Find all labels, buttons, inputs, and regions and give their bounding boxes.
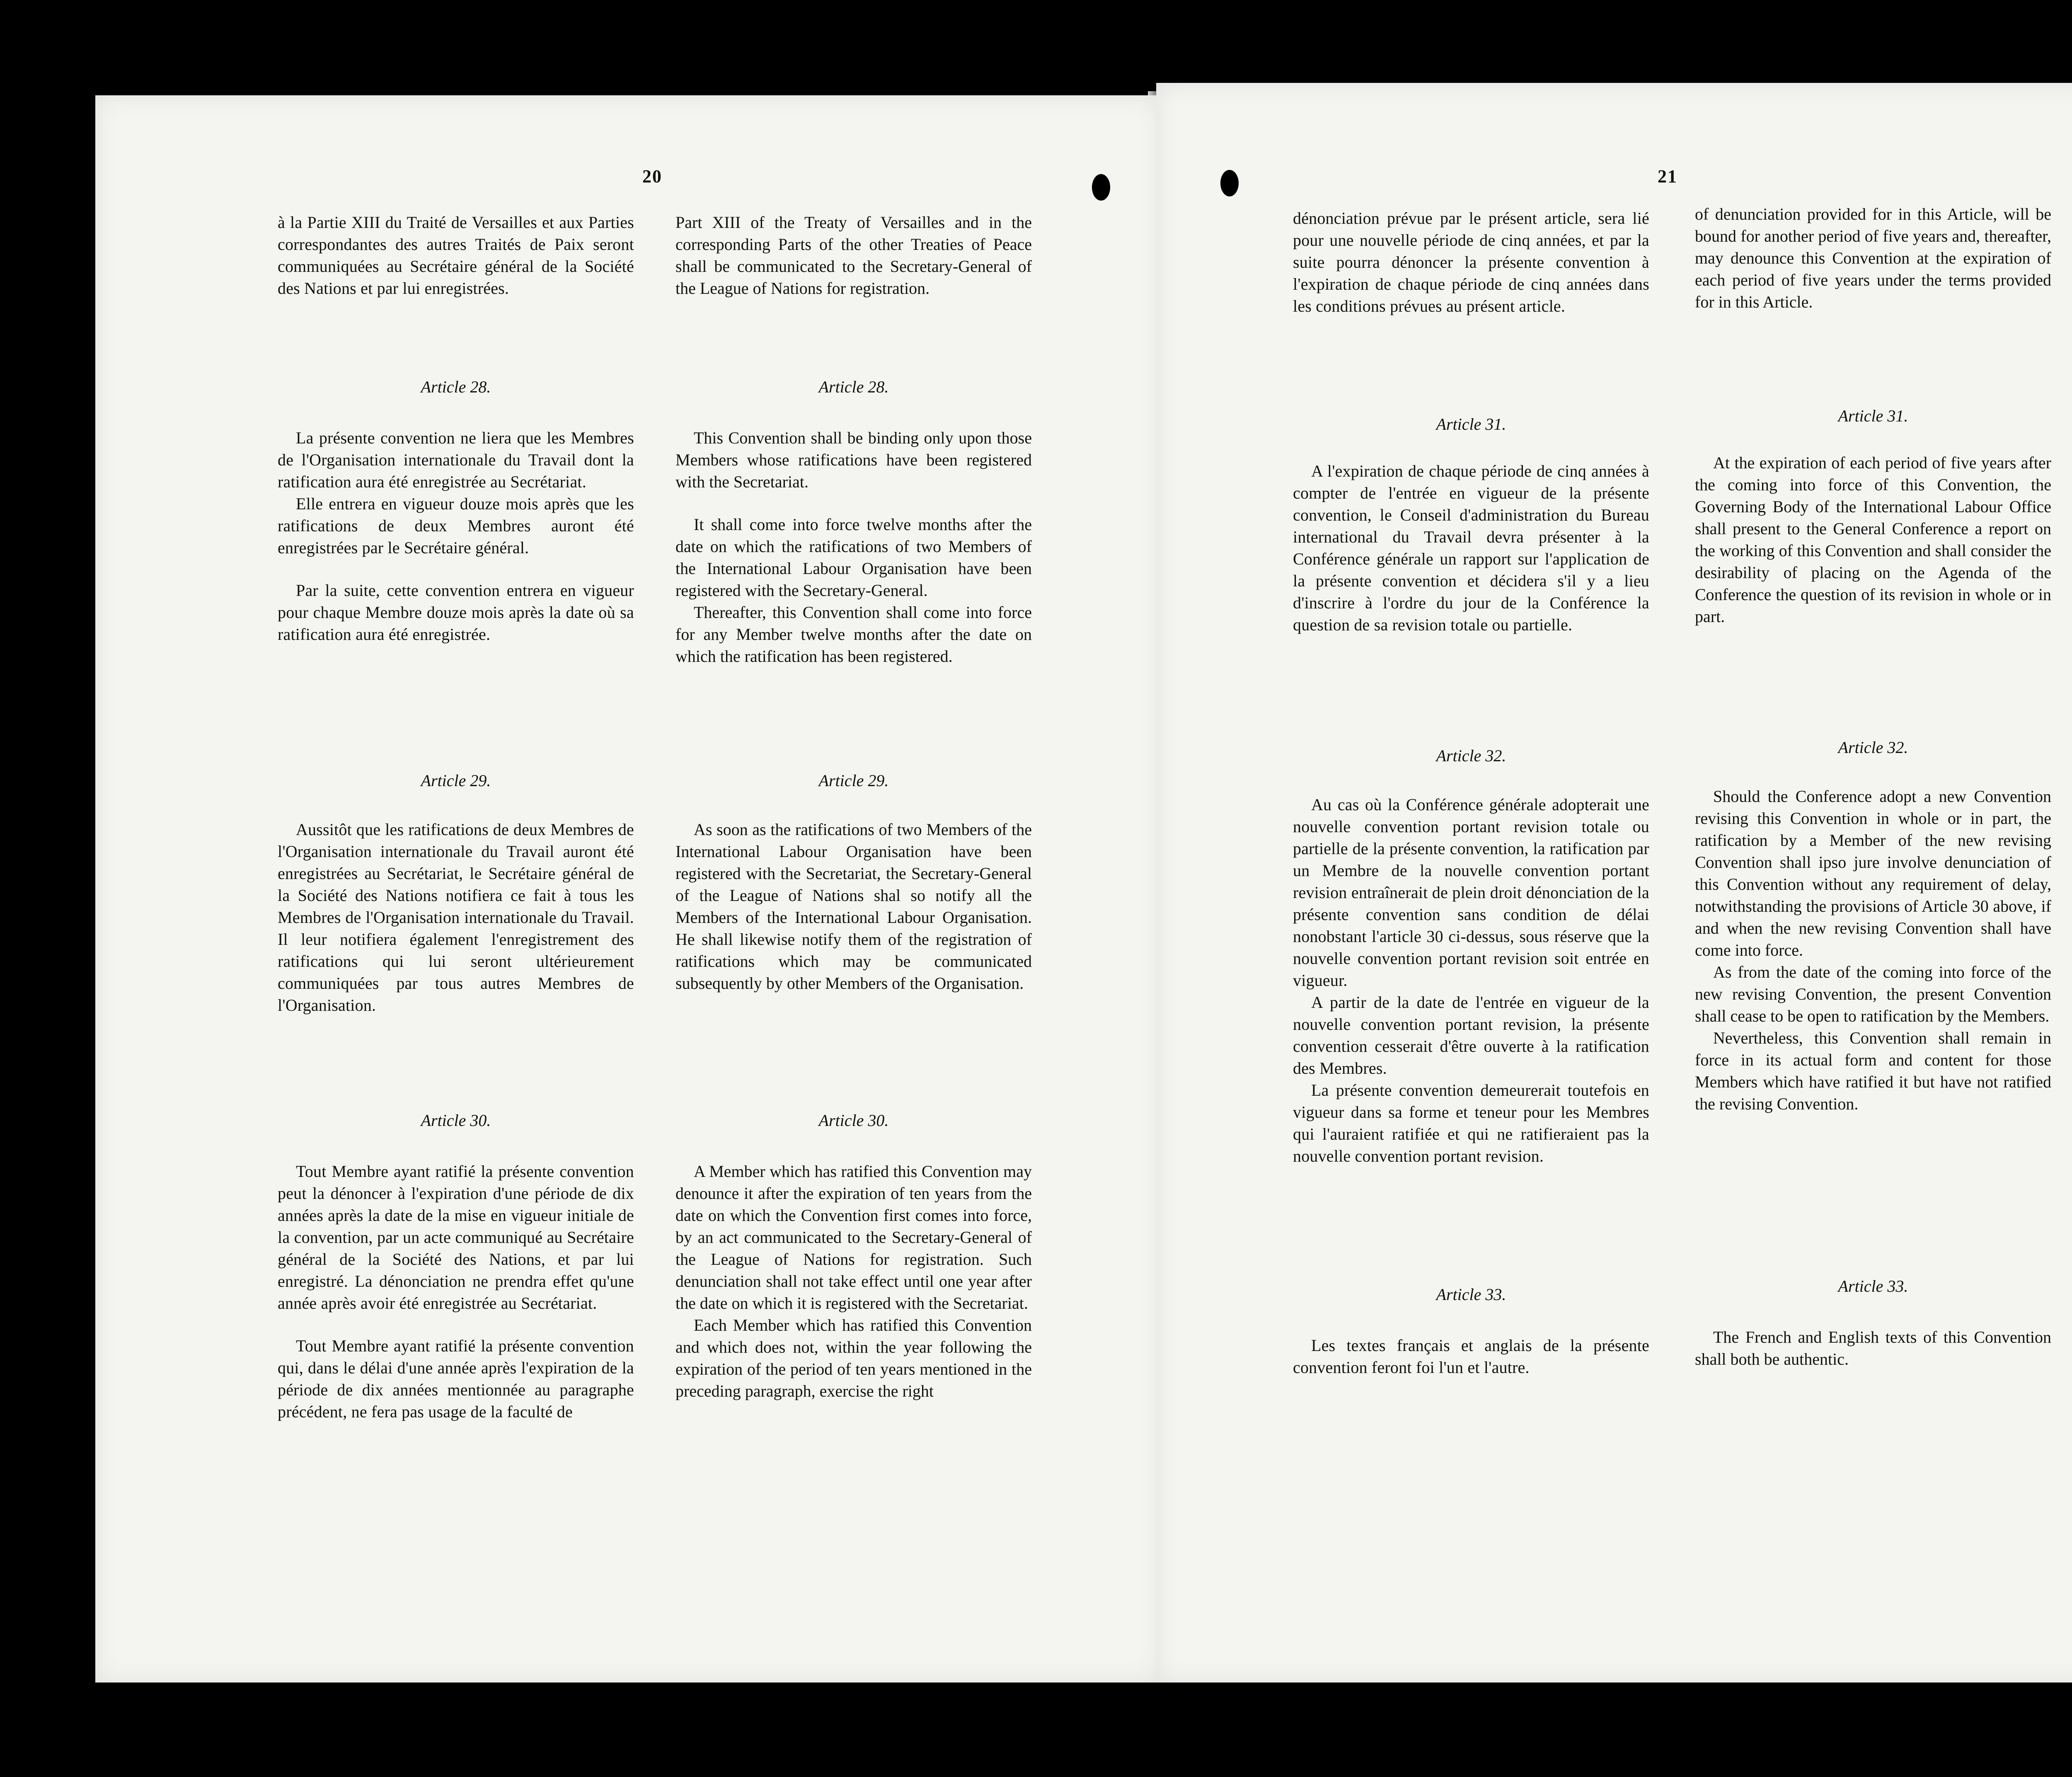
article-28-text-en xyxy=(675,427,1032,667)
paragraph: It shall come into force twelve months after the date on which the ratifications of two Members of the International Labour Organisation have been registered with the Secretary-General. xyxy=(675,515,1032,600)
article-29-text-en xyxy=(675,818,1032,994)
paragraph: The French and English texts of this Convention shall both be authentic. xyxy=(1695,1328,2051,1368)
paragraph: Par la suite, cette convention entrera en vigueur pour chaque Membre douze mois après la date où sa ratification aura été enregistrée. xyxy=(278,581,634,644)
paragraph: Tout Membre ayant ratifié la présente convention peut la dénoncer à l'expiration d'une période de dix années après la date de la mise en vigueur initiale de la convention, par un acte communiqué au Secrétaire général de la Société des Nations, et par lui enregistré. La dénonciation ne prendra effet qu'une année après avoir été enregistrée au Secrétariat. xyxy=(278,1162,634,1312)
paragraph: Nevertheless, this Convention shall remain in force in its actual form and content for those Members which have ratified it but have not ratified the revising Convention. xyxy=(1695,1029,2051,1113)
article-32-heading-fr: Article 32. xyxy=(1436,746,1506,765)
page-number: 21 xyxy=(1658,166,1677,186)
paragraph: Thereafter, this Convention shall come into force for any Member twelve months after the date on which the ratification has been registered. xyxy=(675,603,1032,666)
page-number: 20 xyxy=(642,166,662,186)
article-29-heading-fr: Article 29. xyxy=(421,771,491,790)
paragraph: Each Member which has ratified this Convention and which does not, within the year following the expiration of the period of ten years mentioned in the preceding paragraph, exercise the right xyxy=(675,1316,1032,1400)
paragraph: La présente convention ne liera que les Membres de l'Organisation internationale du Travail dont la ratification aura été enregistrée au Secrétariat. xyxy=(278,429,634,491)
right-page xyxy=(1156,83,2072,1683)
paragraph: A Member which has ratified this Convention may denounce it after the expiration of ten years from the date on which the Convention first comes into force, by an act communicated to the Secretary-General of the League of Nations for registration. Such denunciation shall not take effect until one year after the date on which it is registered with the Secretariat. xyxy=(675,1162,1032,1312)
article-28-text-fr xyxy=(278,427,634,645)
paragraph: As soon as the ratifications of two Members of the International Labour Organisation have been registered with the Secretariat, the Secretary-General of the League of Nations shal so notify all the Members of the International Labour Organisation. He shall likewise notify them of the registration of ratifications which may be communicated subsequently by other Members of the Organisation. xyxy=(675,820,1032,993)
article-33-heading-fr: Article 33. xyxy=(1436,1285,1506,1304)
paragraph: Tout Membre ayant ratifié la présente convention qui, dans le délai d'une année après l'expiration de la période de dix années mentionnée au paragraphe précédent, ne fera pas usage de la faculté de xyxy=(278,1336,634,1421)
article-31-heading-en: Article 31. xyxy=(1838,407,1908,425)
article-30-text-fr xyxy=(278,1160,634,1423)
left-page xyxy=(95,95,1160,1683)
paragraph: As from the date of the coming into force of the new revising Convention, the present Convention shall cease to be open to ratification by the Members. xyxy=(1695,963,2051,1025)
article-30-heading-en: Article 30. xyxy=(818,1111,889,1130)
paragraph: Elle entrera en vigueur douze mois après que les ratifications de deux Membres auront été enregistrées par le Secrétaire général. xyxy=(278,494,634,557)
article-30-text-en xyxy=(675,1160,1032,1402)
punch-hole xyxy=(1092,174,1110,201)
paragraph: La présente convention demeurerait toutefois en vigueur dans sa forme et teneur pour les Membres qui l'auraient ratifiée et qui ne ratifieraient pas la nouvelle convention portant revision. xyxy=(1293,1081,1649,1165)
paragraph: Au cas où la Conférence générale adopterait une nouvelle convention portant revision totale ou partielle de la présente convention, la ratification par un Membre de la nouvelle convention portant revision entraînerait de plein droit dénonciation de la présente convention sans condition de délai nonobstant l'article 30 ci-dessus, sous réserve que la nouvelle convention portant revision soit entrée en vigueur. xyxy=(1293,795,1649,990)
article-31-text-en xyxy=(1695,452,2051,627)
punch-hole xyxy=(1220,170,1239,196)
article-30-tail-text-fr xyxy=(1293,207,1649,317)
article-29-text-fr xyxy=(278,818,634,1016)
article-29-heading-en: Article 29. xyxy=(818,771,889,790)
paragraph: A l'expiration de chaque période de cinq années à compter de l'entrée en vigueur de la présente convention, le Conseil d'administration du Bureau international du Travail devra présenter à la Conférence générale un rapport sur l'application de la présente convention et décidera s'il y a lieu d'inscrire à l'ordre du jour de la Conférence la question de sa revision totale ou partielle. xyxy=(1293,462,1649,634)
paragraph: A partir de la date de l'entrée en vigueur de la nouvelle convention portant revision, la présente convention cesserait d'être ouverte à la ratification des Membres. xyxy=(1293,993,1649,1077)
article-32-text-fr xyxy=(1293,794,1649,1167)
article-31-text-fr xyxy=(1293,460,1649,636)
paragraph: Les textes français et anglais de la présente convention feront foi l'un et l'autre. xyxy=(1293,1336,1649,1377)
paragraph: Part XIII of the Treaty of Versailles and in the corresponding Parts of the other Treaties of Peace shall be communicated to the Secretary-General of the League of Nations for registration. xyxy=(675,213,1032,298)
paragraph: à la Partie XIII du Traité de Versailles et aux Parties correspondantes des autres Traités de Paix seront communiquées au Secrétaire général de la Société des Nations et par lui enregistrées. xyxy=(278,213,634,298)
article-30-tail-text-en xyxy=(1695,203,2051,313)
article-33-text-en xyxy=(1695,1326,2051,1370)
article-32-heading-en: Article 32. xyxy=(1838,738,1908,757)
paragraph: At the expiration of each period of five years after the coming into force of this Convention, the Governing Body of the International Labour Office shall present to the General Conference a report on the working of this Convention and shall consider the desirability of placing on the Agenda of the Conference the question of its revision in whole or in part. xyxy=(1695,453,2051,626)
article-28-heading-fr: Article 28. xyxy=(421,378,491,396)
article-31-heading-fr: Article 31. xyxy=(1436,415,1506,433)
article-27-text-fr xyxy=(278,211,634,299)
article-27-text-en xyxy=(675,211,1032,299)
paragraph: This Convention shall be binding only upon those Members whose ratifications have been registered with the Secretariat. xyxy=(675,429,1032,491)
article-33-heading-en: Article 33. xyxy=(1838,1277,1908,1295)
article-30-heading-fr: Article 30. xyxy=(421,1111,491,1130)
article-32-text-en xyxy=(1695,785,2051,1115)
paragraph: Aussitôt que les ratifications de deux Membres de l'Organisation internationale du Travail auront été enregistrées au Secrétariat, le Secrétaire général de la Société des Nations notifiera ce fait à tous les Membres de l'Organisation internationale du Travail. Il leur notifiera également l'enregistrement des ratifications qui lui seront ultérieurement communiquées par tous autres Membres de l'Organisation. xyxy=(278,820,634,1014)
paragraph: Should the Conference adopt a new Convention revising this Convention in whole or in part, the ratification by a Member of the new revising Convention shall ipso jure involve denunciation of this Convention without any requirement of delay, notwithstanding the provisions of Article 30 above, if and when the new revising Convention shall have come into force. xyxy=(1695,787,2051,959)
article-28-heading-en: Article 28. xyxy=(818,378,889,396)
article-33-text-fr xyxy=(1293,1334,1649,1378)
paragraph: of denunciation provided for in this Article, will be bound for another period of five years and, thereafter, may denounce this Convention at the expiration of each period of five years under the terms provided for in this Article. xyxy=(1695,205,2051,311)
paragraph: dénonciation prévue par le présent article, sera lié pour une nouvelle période de cinq années, et par la suite pourra dénoncer la présente convention à l'expiration de chaque période de cinq années dans les conditions prévues au présent article. xyxy=(1293,209,1649,315)
